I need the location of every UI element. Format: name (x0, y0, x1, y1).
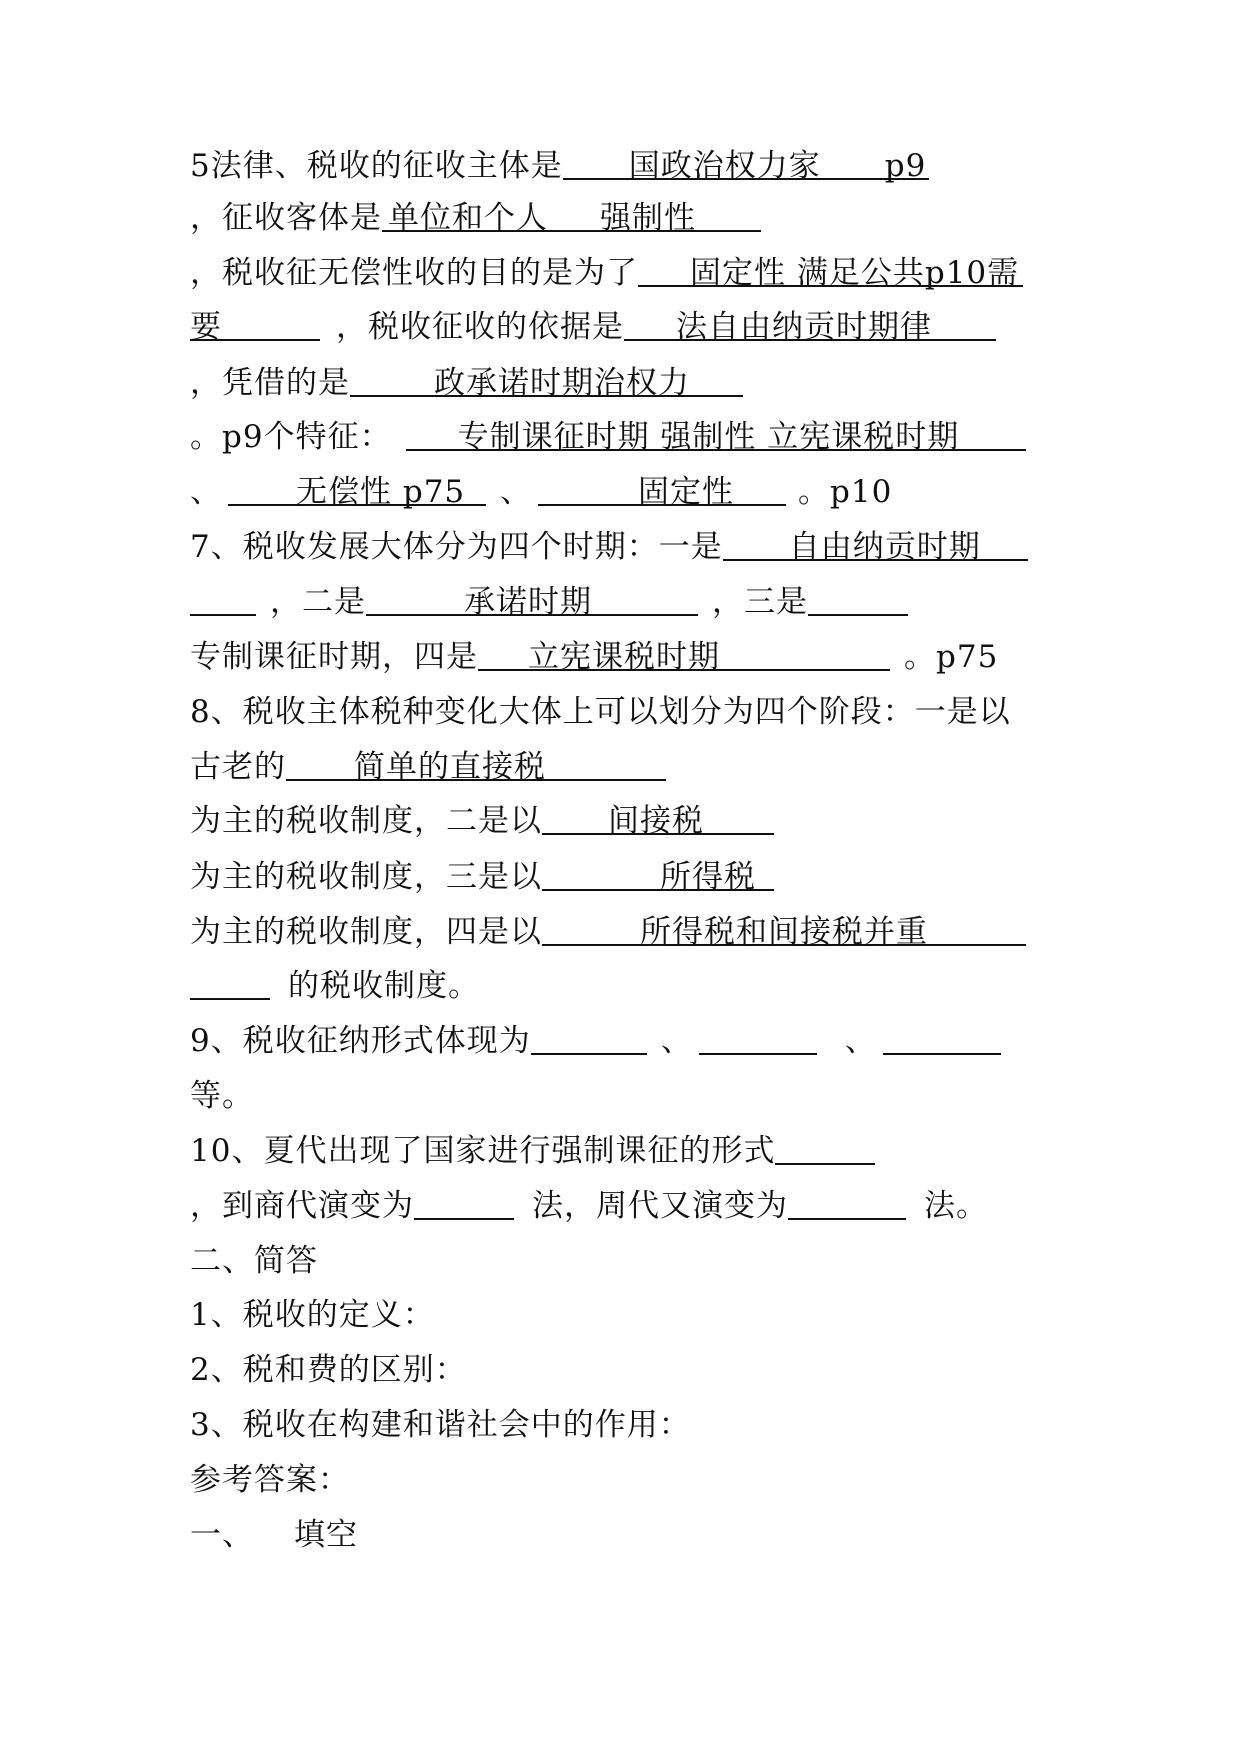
section-heading: 二、简答 (190, 1243, 318, 1279)
answer-blank (542, 795, 774, 839)
answer-blank (788, 1180, 906, 1220)
section-heading: 参考答案： (190, 1462, 350, 1498)
doc-line-25 (190, 1454, 350, 1506)
blank-answer-text: 间接税 (608, 803, 704, 839)
line-text: 、 (500, 474, 532, 510)
answer-blank (190, 301, 320, 345)
blank-answer-text: 国政治权力家 (628, 148, 821, 184)
answer-blank (350, 357, 743, 401)
line-text: 等。 (190, 1078, 254, 1114)
answer-blank (406, 411, 1026, 455)
blank-answer-text: 要 (190, 309, 222, 345)
line-text: 的税收制度。 (288, 968, 480, 1004)
blank-answer-text: 强制性 (600, 200, 696, 236)
doc-line-10 (190, 631, 998, 683)
answer-blank (638, 247, 1023, 291)
line-text: 为主的税收制度，三是以 (190, 859, 542, 895)
line-text: 、 (844, 1023, 877, 1059)
answer-blank (190, 576, 256, 616)
line-text: 10、夏代出现了国家进行强制课征的形式 (190, 1133, 776, 1169)
doc-line-22 (190, 1289, 435, 1341)
doc-line-26 (190, 1509, 358, 1561)
line-text: 、 (190, 474, 222, 510)
doc-line-4 (190, 301, 996, 353)
answer-blank (366, 576, 698, 620)
line-text: ，凭借的是 (190, 365, 350, 401)
blank-answer-text: 法自由纳贡时期律 (676, 309, 932, 345)
doc-line-6 (190, 411, 1026, 463)
doc-line-15 (190, 906, 1026, 958)
line-text: 法，周代又演变为 (532, 1188, 788, 1224)
answer-blank (286, 741, 666, 785)
blank-answer-text: 专制课征时期 强制性 立宪课税时期 (457, 419, 960, 455)
line-text: 。p10 (798, 474, 893, 510)
doc-line-1 (190, 140, 929, 192)
blank-answer-text: p9 (884, 148, 927, 184)
blank-answer-text: 自由纳贡时期 (788, 529, 981, 565)
answer-blank (382, 192, 761, 236)
answer-blank (538, 466, 786, 510)
line-text: 2、税和费的区别： (190, 1352, 467, 1388)
line-text: 。p75 (904, 639, 999, 675)
answer-blank (228, 466, 486, 510)
blank-answer-text: 固定性 (638, 474, 734, 510)
answer-blank (414, 1180, 514, 1220)
blank-answer-text: 固定性 满足公共p10需 (690, 255, 1020, 291)
blank-answer-text: 简单的直接税 (354, 749, 546, 785)
doc-line-18 (190, 1070, 254, 1122)
answer-blank (808, 576, 908, 616)
doc-line-5 (190, 357, 743, 409)
doc-line-23 (190, 1344, 467, 1396)
answer-blank (624, 301, 996, 345)
answer-blank (542, 851, 774, 895)
line-text: 5法律、税收的征收主体是 (190, 148, 563, 184)
line-text: 3、税收在构建和谐社会中的作用： (190, 1407, 691, 1443)
blank-answer-text: 所得税 (660, 859, 756, 895)
doc-line-12 (190, 741, 666, 793)
section-heading: 一、 (190, 1517, 254, 1553)
line-text: ，到商代演变为 (190, 1188, 414, 1224)
doc-line-2 (190, 192, 761, 244)
line-text: 7、税收发展大体分为四个时期：一是 (190, 529, 723, 565)
line-text: ，税收征收的依据是 (336, 309, 624, 345)
line-text: 专制课征时期，四是 (190, 639, 478, 675)
line-text: 为主的税收制度，二是以 (190, 803, 542, 839)
line-text: 1、税收的定义： (190, 1297, 435, 1333)
doc-line-17 (190, 1015, 1001, 1067)
answer-blank (190, 960, 270, 1000)
line-text: 古老的 (190, 749, 286, 785)
answer-blank (478, 631, 890, 675)
doc-line-14 (190, 851, 774, 903)
doc-line-9 (190, 576, 908, 628)
blank-answer-text: 立宪课税时期 (528, 639, 720, 675)
doc-line-19 (190, 1125, 875, 1177)
line-text: 、 (660, 1023, 693, 1059)
answer-blank (542, 906, 1026, 950)
doc-line-3 (190, 247, 1023, 299)
blank-answer-text: 单位和个人 (388, 200, 548, 236)
doc-line-11 (190, 686, 1011, 738)
answer-blank (563, 140, 929, 184)
doc-line-21 (190, 1235, 318, 1287)
blank-answer-text: 无偿性 p75 (296, 474, 466, 510)
doc-line-24 (190, 1399, 691, 1451)
line-text: 8、税收主体税种变化大体上可以划分为四个阶段：一是以 (190, 694, 1011, 730)
doc-line-16 (190, 960, 480, 1012)
blank-answer-text: 承诺时期 (464, 584, 592, 620)
doc-line-13 (190, 795, 774, 847)
doc-line-8 (190, 521, 1028, 573)
answer-blank (531, 1015, 647, 1055)
line-text: ，征收客体是 (190, 200, 382, 236)
answer-blank (883, 1015, 1001, 1055)
doc-line-7 (190, 466, 892, 518)
line-text: ，三是 (712, 584, 808, 620)
doc-line-20 (190, 1180, 988, 1232)
blank-answer-text: 政承诺时期治权力 (434, 365, 690, 401)
blank-answer-text: 所得税和间接税并重 (640, 914, 928, 950)
section-heading: 填空 (294, 1517, 358, 1553)
line-text: 法。 (924, 1188, 988, 1224)
answer-blank (723, 521, 1028, 565)
answer-blank (699, 1015, 817, 1055)
line-text: ，二是 (270, 584, 366, 620)
line-text: 。p9个特征： (190, 419, 392, 455)
answer-blank (775, 1125, 875, 1165)
line-text: 为主的税收制度，四是以 (190, 914, 542, 950)
line-text: 9、税收征纳形式体现为 (190, 1023, 531, 1059)
line-text: ，税收征无偿性收的目的是为了 (190, 255, 638, 291)
